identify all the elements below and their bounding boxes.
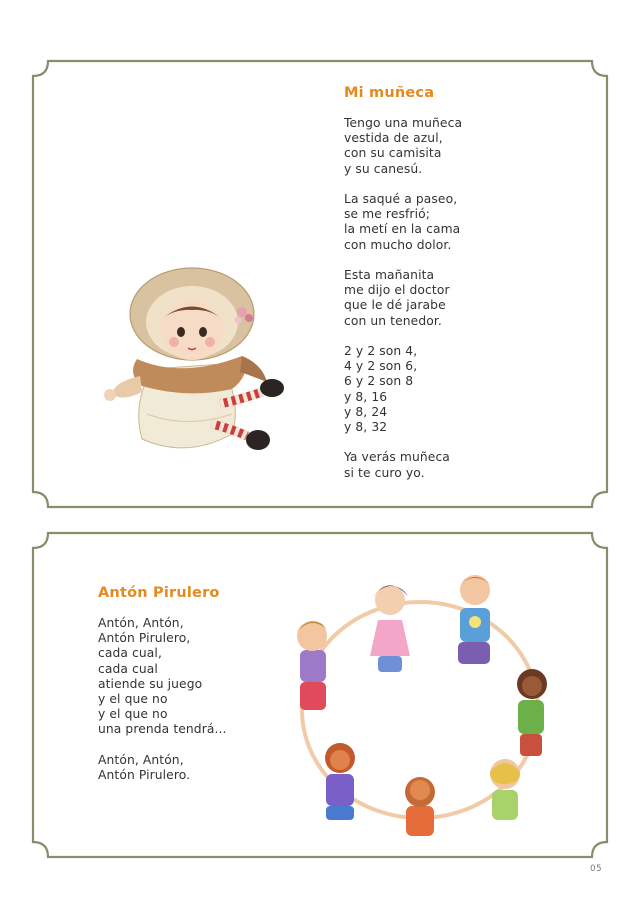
poem-text: Antón, Antón, Antón Pirulero, cada cual, cada cual atiende su juego y el que no y el que no una prenda tendrá... Antón, Antón, Antón Pirulero. [98, 616, 227, 783]
poem-title: Mi muñeca [344, 85, 435, 101]
poem-title: Antón Pirulero [98, 585, 220, 601]
poem-text: Tengo una muñeca vestida de azul, con su camisita y su canesú. La saqué a paseo, se me resfrió; la metí en la cama con mucho dolor. Esta mañanita me dijo el doctor que le dé jarabe con un tenedor. 2 y 2 son 4, 4 y 2 son 6, 6 y 2 son 8 y 8, 16 y 8, 24 y 8, 32 Ya verás muñeca si te curo yo. [344, 116, 463, 480]
children-circle-illustration [270, 560, 580, 856]
poem-card-mi-muneca [30, 58, 610, 510]
doll-illustration [92, 264, 302, 464]
page-number: 05 [590, 864, 602, 874]
poem-card-anton-pirulero [30, 530, 610, 860]
